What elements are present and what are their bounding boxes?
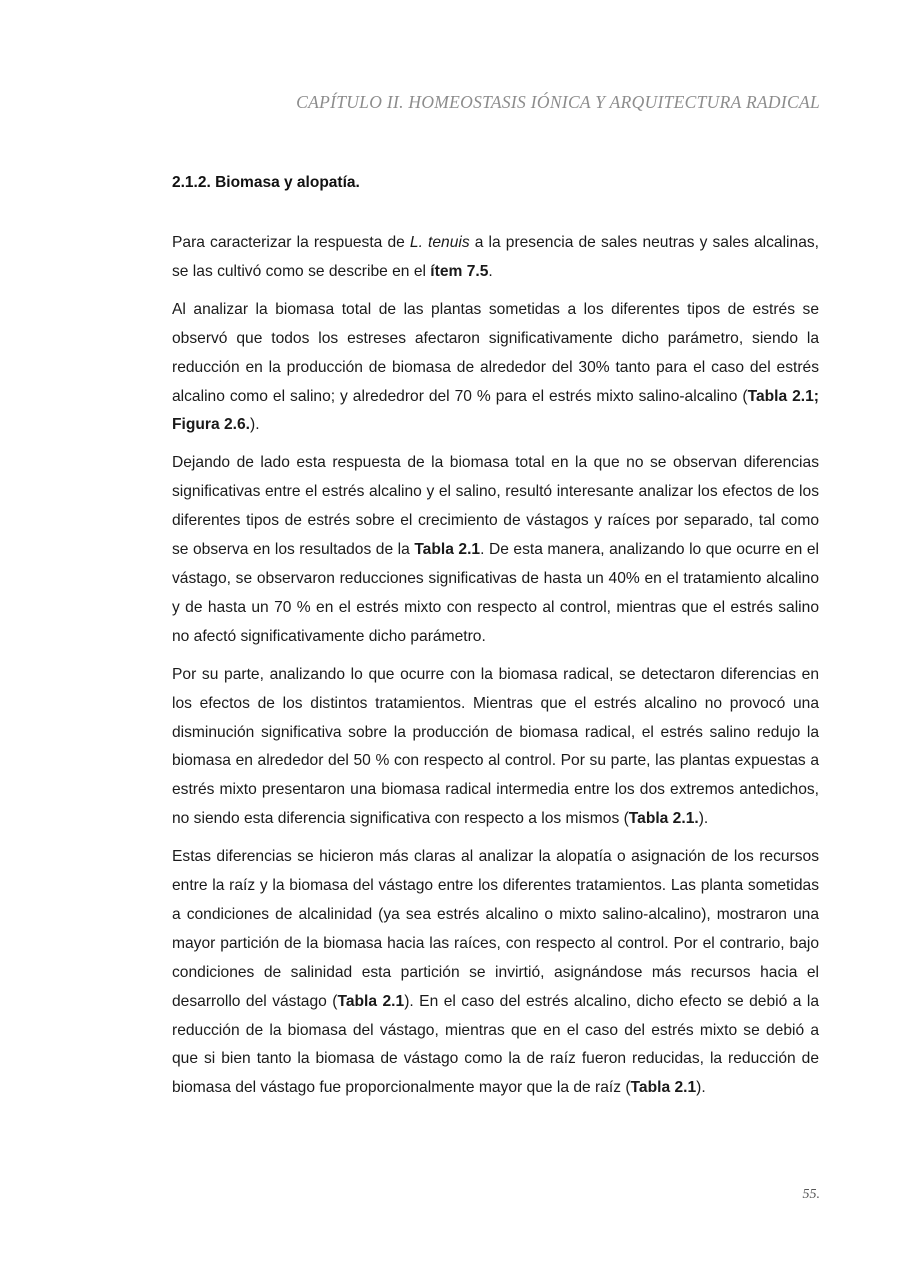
table-reference: Tabla 2.1 (630, 1079, 697, 1097)
paragraph-3: Dejando de lado esta respuesta de la biomasa total en la que no se observan diferencias significativas entre el estrés alcalino y el salino, resultó interesante analizar los efectos de los diferentes tipos de estrés sobre el crecimiento de vástagos y raíces por separado, tal como se observa en los resultados de la Tabla 2.1. De esta manera, analizando lo que ocurre en el vástago, se observaron reducciones significativas de hasta un 40% en el tratamiento alcalino y de hasta un 70 % en el estrés mixto con respecto al control, mientras que el estrés salino no afectó significativamente dicho parámetro. (172, 454, 819, 645)
body-text (172, 229, 819, 1112)
paragraph-1: Para caracterizar la respuesta de L. tenuis a la presencia de sales neutras y sales alcalinas, se las cultivó como se describe en el ítem 7.5. (172, 234, 820, 280)
running-header: CAPÍTULO II. HOMEOSTASIS IÓNICA Y ARQUITECTURA RADICAL (296, 92, 820, 112)
table-figure-reference: Tabla 2.1; Figura 2.6. (172, 387, 819, 434)
paragraph-5: Estas diferencias se hicieron más claras al analizar la alopatía o asignación de los recursos entre la raíz y la biomasa del vástago entre los diferentes tratamientos. Las planta sometidas a condiciones de alcalinidad (ya sea estrés alcalino o mixto salino-alcalino), mostraron una mayor partición de la biomasa hacia las raíces, con respecto al control. Por el contrario, bajo condiciones de salinidad esta partición se invirtió, asignándose más recursos hacia el desarrollo del vástago (Tabla 2.1). En el caso del estrés alcalino, dicho efecto se debió a la reducción de la biomasa del vástago, mientras que en el caso del estrés mixto se debió a que si bien tanto la biomasa de vástago como la de raíz fueron reducidas, la reducción de biomasa del vástago fue proporcionalmente mayor que la de raíz (Tabla 2.1). (172, 848, 820, 1097)
species-name: L. tenuis (409, 234, 470, 251)
table-reference: Tabla 2.1 (414, 541, 481, 559)
section-heading: 2.1.2. Biomasa y alopatía. (172, 174, 360, 191)
paragraph-2: Al analizar la biomasa total de las plantas sometidas a los diferentes tipos de estrés se observó que todos los estreses afectaron significativamente dicho parámetro, siendo la reducción en la producción de biomasa de alrededor del 30% tanto para el caso del estrés alcalino como el salino; y alrededror del 70 % para el estrés mixto salino-alcalino (Tabla 2.1; Figura 2.6.). (172, 300, 819, 434)
item-reference: ítem 7.5 (430, 262, 489, 280)
table-reference: Tabla 2.1 (337, 992, 405, 1010)
table-reference: Tabla 2.1. (628, 810, 699, 828)
paragraph-4: Por su parte, analizando lo que ocurre con la biomasa radical, se detectaron diferencias en los efectos de los distintos tratamientos. Mientras que el estrés alcalino no provocó una disminución significativa sobre la producción de biomasa radical, el estrés salino redujo la biomasa en alrededor del 50 % con respecto al control. Por su parte, las plantas expuestas a estrés mixto presentaron una biomasa radical intermedia entre los dos extremos antedichos, no siendo esta diferencia significativa con respecto a los mismos (Tabla 2.1.). (172, 665, 819, 828)
page-number: 55. (802, 1187, 820, 1202)
